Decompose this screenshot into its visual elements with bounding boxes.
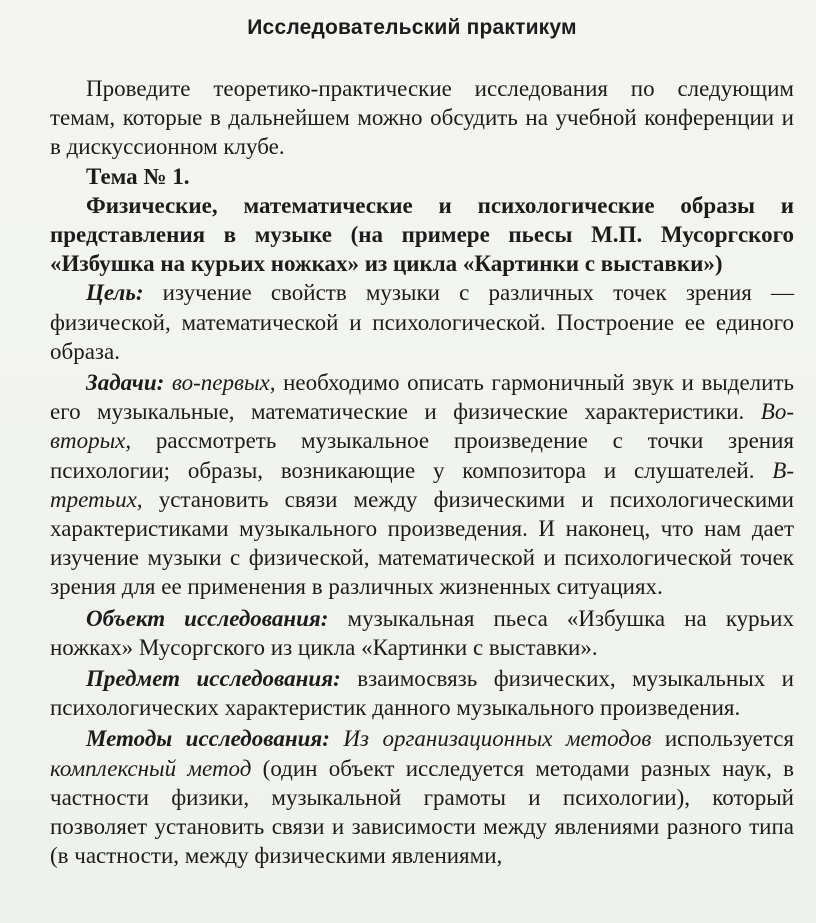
topic-title: Физические, математические и психологические образы и представления в музыке (на примере пьесы М.П. Мусоргского «Избушка на курьих ножках» из цикла «Картинки с выставки») [50, 192, 794, 277]
methods-text-2: (один объект исследуется методами разных наук, в частности физики, музыкальной грамоты и психологии), который позволяет установить связи и зависимости между явлениями разного типа (в частности, между физическими явлениями, [50, 755, 794, 869]
methods-label: Методы исследования: [86, 726, 330, 752]
intro-paragraph: Проведите теоретико-практические исследования по следующим темам, которые в дальнейшем можно обсудить на учебной конференции и в дискуссионном клубе. [50, 76, 794, 160]
tasks-third-label: В-третьих, [50, 457, 794, 512]
methods-paragraph [50, 724, 794, 870]
page-title: Исследовательский практикум [247, 16, 577, 39]
goal-label: Цель: [86, 280, 144, 306]
tasks-paragraph [50, 368, 794, 602]
goal-text: изучение свойств музыки с различных точек зрения — физической, математической и психологической. Построение ее единого образа. [50, 280, 794, 364]
goal-paragraph [50, 278, 794, 366]
tasks-third-text: установить связи между физическими и психологическими характеристиками музыкального произведения. И наконец, что нам дает изучение музыки с физической, математической и психологической точек зрения для ее применения в различных жизненных ситуациях. [50, 486, 794, 600]
subject-label: Предмет исследования: [86, 666, 341, 692]
tasks-first-text: необходимо описать гармоничный звук и выделить его музыкальные, математические и физические характеристики. [50, 370, 794, 425]
object-label: Объект исследования: [86, 605, 329, 631]
methods-complex-method: комплексный метод [50, 755, 252, 781]
tasks-first-label: во-первых, [164, 370, 276, 396]
subject-text: взаимосвязь физических, музыкальных и психологических характеристик данного музыкального произведения. [50, 666, 794, 721]
topic-number: Тема № 1. [86, 163, 190, 189]
tasks-second-label: Во-вторых, [50, 399, 794, 454]
methods-text-1: используется [651, 726, 794, 752]
subject-paragraph [50, 664, 794, 722]
object-text: музыкальная пьеса «Избушка на курьих ножках» Мусоргского из цикла «Картинки с выставки». [50, 605, 794, 660]
methods-org-methods: Из организационных методов [329, 726, 652, 752]
object-paragraph [50, 604, 794, 662]
tasks-second-text: рассмотреть музыкальное произведение с точки зрения психологии; образы, возникающие у композитора и слушателей. [50, 428, 794, 483]
tasks-label: Задачи: [86, 370, 165, 396]
